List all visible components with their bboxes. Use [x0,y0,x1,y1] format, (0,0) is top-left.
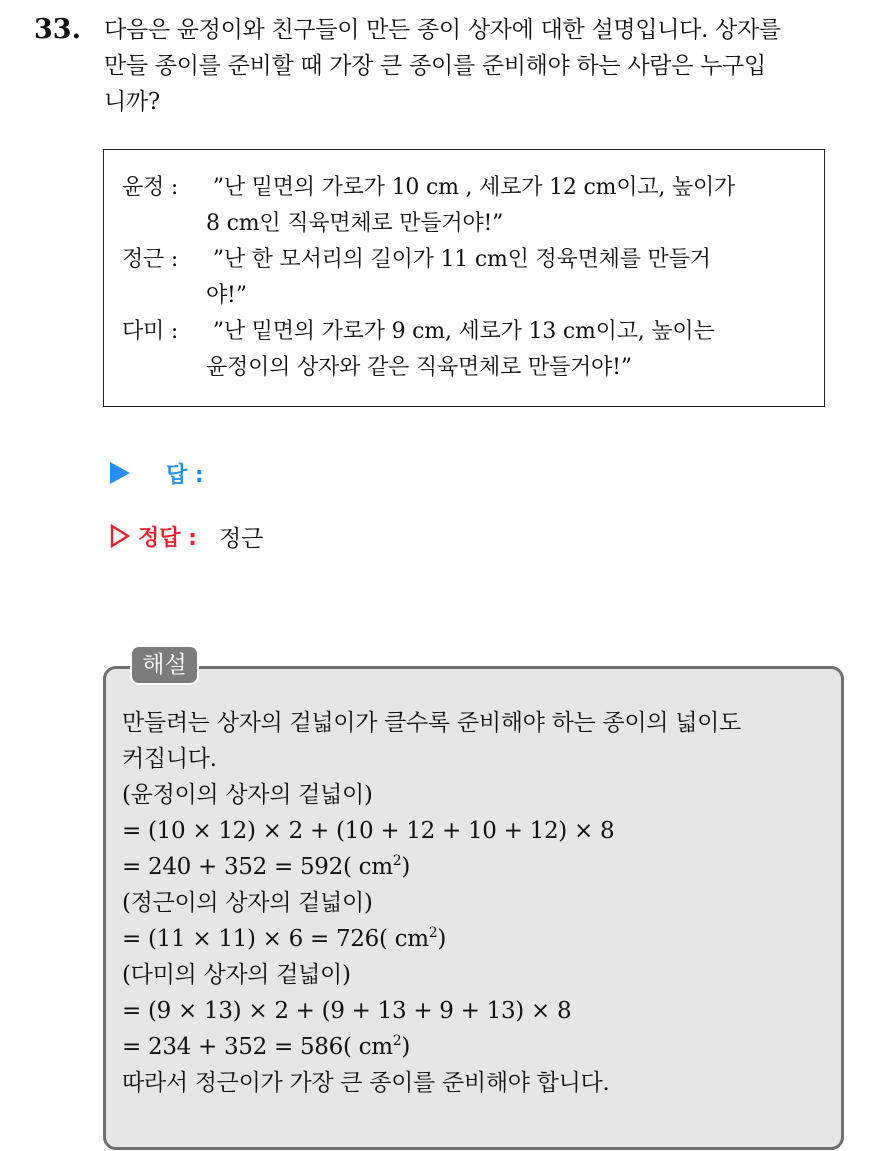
statement-continuation: 윤정이의 상자와 같은 직육면체로 만들거야!” [206,355,632,380]
outline-triangle-icon [110,524,130,548]
explanation-line: 커집니다. [122,746,217,772]
explanation-line: (정근이의 상자의 겉넓이) [122,890,373,916]
unit-close: ) [437,926,447,952]
question-line: 니까? [104,89,160,115]
equation-text: = (11 × 11) × 6 = 726( cm [122,926,429,952]
statement-text: ”난 밑면의 가로가 9 cm, 세로가 13 cm이고, 높이는 [206,319,715,344]
explanation-line [122,1029,832,1065]
unit-close: ) [401,1034,411,1060]
question-line: 다음은 윤정이와 친구들이 만든 종이 상자에 대한 설명입니다. 상자를 [104,17,781,43]
speaker-name: 윤정 : [122,175,179,200]
explanation-line: 따라서 정근이가 가장 큰 종이를 준비해야 합니다. [122,1070,610,1096]
explanation-line: = (10 × 12) × 2 + (10 + 12 + 10 + 12) × 8 [122,818,615,844]
unit-exponent: 2 [428,925,438,941]
unit-close: ) [401,854,411,880]
statement-jeonggeun [122,242,711,308]
question-text [104,12,864,120]
explanation-line: (윤정이의 상자의 겉넓이) [122,782,373,808]
correct-answer-label: 정답 : [138,525,197,551]
equation-text: = 240 + 352 = 592( cm [122,854,393,880]
statement-continuation: 8 cm인 직육면체로 만들거야!” [206,211,504,236]
explanation-line: (다미의 상자의 겉넓이) [122,962,351,988]
question-line: 만들 종이를 준비할 때 가장 큰 종이를 준비해야 하는 사람은 누구입 [104,53,766,79]
play-triangle-icon [110,462,130,484]
statement-text: ”난 한 모서리의 길이가 11 cm인 정육면체를 만들거 [206,247,711,272]
explanation-line [122,849,832,885]
statement-text: ”난 밑면의 가로가 10 cm , 세로가 12 cm이고, 높이가 [206,175,736,200]
speaker-name: 다미 : [122,319,179,344]
speaker-name: 정근 : [122,247,179,272]
unit-exponent: 2 [392,1033,402,1049]
correct-answer-row [110,518,263,554]
statement-continuation: 야!” [206,283,247,308]
correct-answer-value: 정근 [218,525,264,552]
equation-text: = 234 + 352 = 586( cm [122,1034,393,1060]
answer-row [110,456,204,490]
statement-box [103,149,825,407]
explanation-line [122,921,832,957]
explanation-tag: 해설 [130,645,199,685]
answer-label: 답 : [166,462,204,488]
statement-dami [122,314,715,380]
statement-yunjeong [122,170,736,236]
unit-exponent: 2 [392,853,402,869]
explanation-line: 만들려는 상자의 겉넓이가 클수록 준비해야 하는 종이의 넓이도 [122,710,741,736]
question-number: 33. [34,14,81,45]
explanation-line: = (9 × 13) × 2 + (9 + 13 + 9 + 13) × 8 [122,998,572,1024]
explanation-body [122,705,832,1101]
